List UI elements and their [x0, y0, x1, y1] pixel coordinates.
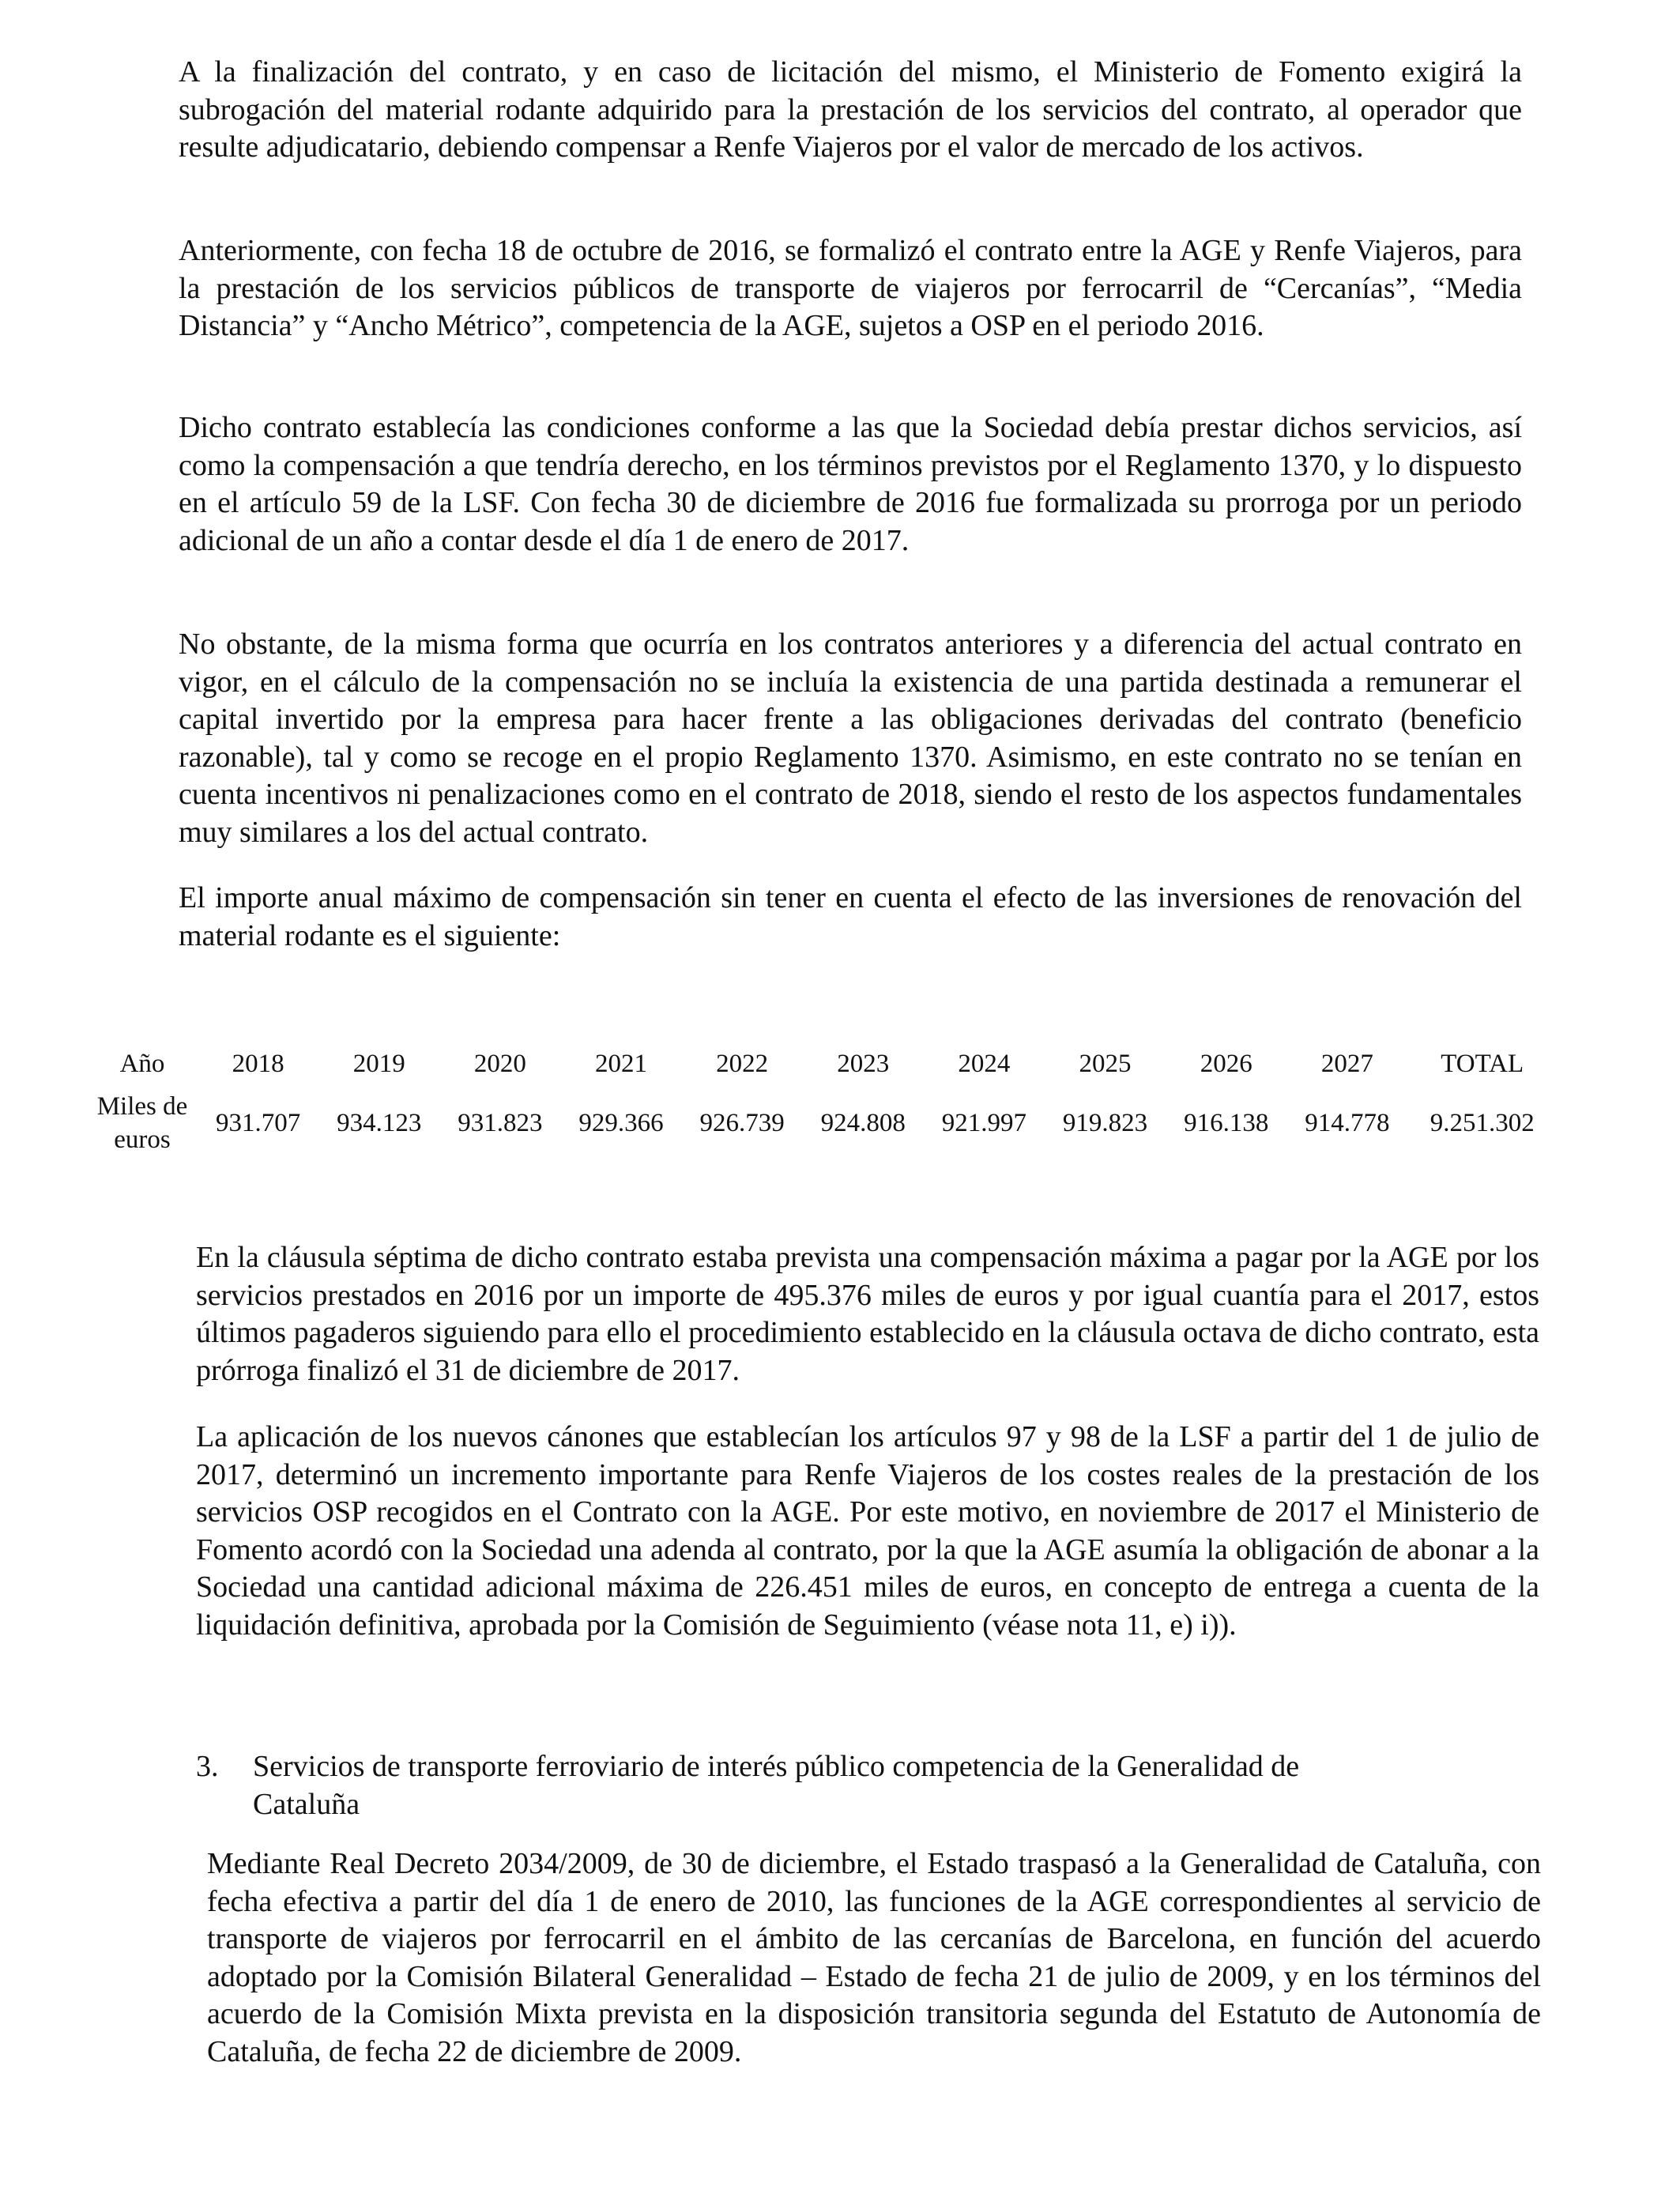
section-heading — [196, 1748, 1539, 1823]
table-cell: 921.997 — [941, 1108, 1027, 1137]
table-header-cell: 2020 — [473, 1049, 526, 1078]
table-cell: 931.707 — [215, 1108, 301, 1137]
paragraph-real-decreto: Mediante Real Decreto 2034/2009, de 30 de diciembre, el Estado traspasó a la Generalidad de Cataluña, con fecha efectiva a partir del día 1 de enero de 2010, las funciones de la AGE correspondientes al servicio de transporte de viajeros por ferrocarril en el ámbito de las cercanías de Barcelona, en función del acuerdo adoptado por la Comisión Bilateral Generalidad – Estado de fecha 21 de julio de 2009, y en los términos del acuerdo de la Comisión Mixta prevista en la disposición transitoria segunda del Estatuto de Autonomía de Cataluña, de fecha 22 de diciembre de 2009. — [207, 1847, 1541, 2068]
table-row — [87, 1088, 1557, 1159]
table-header-cell: 2018 — [232, 1049, 284, 1078]
table-cell: 914.778 — [1305, 1108, 1390, 1137]
table-header-cell: 2025 — [1079, 1049, 1132, 1078]
paragraph-no-obstante: No obstante, de la misma forma que ocurría en los contratos anteriores y a diferencia del actual contrato en vigor, en el cálculo de la compensación no se incluía la existencia de una partida destinada a remunerar el capital invertido por la empresa para hacer frente a las obligaciones derivadas del contrato (beneficio razonable), tal y como se recoge en el propio Reglamento 1370. Asimismo, en este contrato no se tenían en cuenta incentivos ni penalizaciones como en el contrato de 2018, siendo el resto de los aspectos fundamentales muy similares a los del actual contrato. — [179, 628, 1522, 849]
paragraph-subrogation: A la finalización del contrato, y en caso de licitación del mismo, el Ministerio de Fomento exigirá la subrogación del material rodante adquirido para la prestación de los servicios del contrato, al operador que resulte adjudicatario, debiendo compensar a Renfe Viajeros por el valor de mercado de los activos. — [179, 55, 1522, 164]
section-title-line2: Cataluña — [253, 1787, 360, 1821]
table-header-cell: 2021 — [594, 1049, 647, 1078]
table-header-cell: 2026 — [1200, 1049, 1252, 1078]
table-cell: 926.739 — [699, 1108, 785, 1137]
table-header-row — [87, 1040, 1557, 1088]
paragraph-contract-2016: Anteriormente, con fecha 18 de octubre de 2016, se formalizó el contrato entre la AGE y Renfe Viajeros, para la prestación de los servicios públicos de transporte de viajeros por ferrocarril de “Cercanías”, “Media Distancia” y “Ancho Métrico”, competencia de la AGE, sujetos a OSP en el periodo 2016. — [179, 234, 1522, 342]
table-header-cell: 2022 — [716, 1049, 769, 1078]
table-header-cell: 2023 — [837, 1049, 890, 1078]
table-header-label: Año — [119, 1050, 165, 1078]
table-cell: 924.808 — [820, 1108, 906, 1137]
paragraph-clausula-septima: En la cláusula séptima de dicho contrato estaba prevista una compensación máxima a pagar por la AGE por los servicios prestados en 2016 por un importe de 495.376 miles de euros y por igual cuantía para el 2017, estos últimos pagaderos siguiendo para ello el procedimiento establecido en la cláusula octava de dicho contrato, esta prórroga finalizó el 31 de diciembre de 2017. — [196, 1241, 1539, 1387]
table-cell: 916.138 — [1184, 1108, 1269, 1137]
section-title-line1: Servicios de transporte ferroviario de interés público competencia de la Generalidad de — [253, 1750, 1300, 1783]
table-cell: 929.366 — [578, 1108, 664, 1137]
table-header-cell: TOTAL — [1441, 1049, 1524, 1078]
paragraph-canones: La aplicación de los nuevos cánones que establecían los artículos 97 y 98 de la LSF a partir del 1 de julio de 2017, determinó un incremento importante para Renfe Viajeros de los costes reales de la prestación de los servicios OSP recogidos en el Contrato con la AGE. Por este motivo, en noviembre de 2017 el Ministerio de Fomento acordó con la Sociedad una adenda al contrato, por la que la AGE asumía la obligación de abonar a la Sociedad una cantidad adicional máxima de 226.451 miles de euros, en concepto de entrega a cuenta de la liquidación definitiva, aprobada por la Comisión de Seguimiento (véase nota 11, e) i)). — [196, 1420, 1539, 1642]
paragraph-contract-conditions: Dicho contrato establecía las condiciones conforme a las que la Sociedad debía prestar dichos servicios, así como la compensación a que tendría derecho, en los términos previstos por el Reglamento 1370, y lo dispuesto en el artículo 59 de la LSF. Con fecha 30 de diciembre de 2016 fue formalizada su prorroga por un periodo adicional de un año a contar desde el día 1 de enero de 2017. — [179, 411, 1522, 557]
paragraph-compensation-intro: El importe anual máximo de compensación sin tener en cuenta el efecto de las inversiones de renovación del material rodante es el siguiente: — [179, 881, 1522, 952]
table-header-cell: 2024 — [958, 1049, 1011, 1078]
table-cell: 931.823 — [458, 1108, 543, 1137]
table-row-label: Miles de euros — [96, 1092, 188, 1154]
compensation-table — [87, 1040, 1557, 1159]
table-cell: 934.123 — [337, 1108, 422, 1137]
table-header-cell: 2027 — [1320, 1049, 1373, 1078]
section-number: 3. — [196, 1750, 219, 1783]
table-cell: 9.251.302 — [1430, 1108, 1535, 1137]
table-cell: 919.823 — [1062, 1108, 1148, 1137]
table-header-cell: 2019 — [352, 1049, 405, 1078]
